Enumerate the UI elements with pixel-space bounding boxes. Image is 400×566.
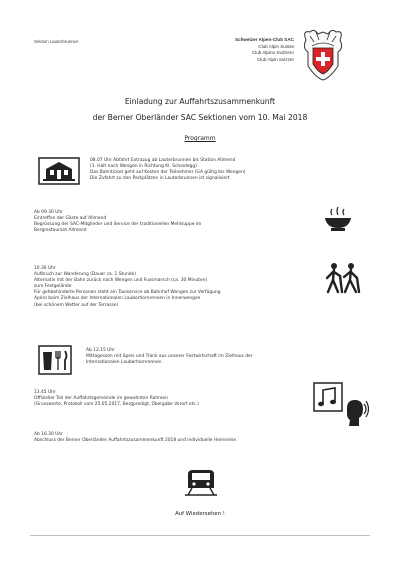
offiziell-line-2: Offizieller Teil der Auffahrtsgemeinde im gewohnten Rahmen [34,396,168,402]
abfahrt-line-1: 08.07 Uhr Abfahrt Extrazug ab Lauterbrunnen bis Station Allmend [90,158,236,163]
soup-bowl-icon [323,206,353,232]
mittag-line-2: Mittagessen mit Speis und Trank aus unserer Festwirtschaft im Zielhaus der [86,354,253,360]
club-name-fr: Club Alpin Suisse [258,43,294,49]
item-eintreffen [34,210,314,234]
closing-greeting: Auf Wiedersehen ! [175,511,225,517]
programm-heading: Programm [184,135,216,142]
club-name-rm: Club Alpin Svizzer [256,56,294,62]
abschluss-line-2: Abschluss der Berner Oberländer Auffahrtszusammenkunft 2018 und individuelle Heimreise [34,438,237,444]
wanderung-line-6: Apéro beim Zielhaus der Internationalen Lauberhornrennen in Innerwengen [34,296,201,302]
wanderung-line-7: (bei schönem Wetter auf der Terrasse) [34,302,119,308]
club-names [170,37,294,63]
eintreffen-line-4: Bergrestaurant Allmend [34,228,87,234]
section-name: Sektion Lauterbrunnen [34,39,79,44]
item-wanderung [34,266,324,309]
offiziell-line-3: (Grussworte, Protokoll vom 25.05.2017, Bergpredigt, Übergabe Vorort etc.) [34,402,199,408]
item-abfahrt [90,158,360,182]
mittag-time: Ab 12.15 Uhr [86,348,115,353]
train-station-icon [38,157,80,185]
wanderung-time: 10.30 Uhr [34,266,56,271]
music-speech-icon [313,382,369,428]
eintreffen-line-3: Begrüssung der SAC-Mitglieder und Service der traditionellen Mehlsuppe im [34,222,202,228]
wanderung-line-4: zum Festgelände [34,284,72,290]
club-name-de: Schweizer Alpen-Club SAC [234,37,294,42]
item-abschluss [34,432,364,444]
item-offiziell [34,390,304,408]
bottom-divider [30,535,370,536]
eintreffen-time: Ab 09.30 Uhr [34,210,63,215]
abschluss-time: Ab 16.30 Uhr [34,432,63,437]
wanderung-line-3: Alternativ mit der Bahn zurück nach Wengen und Fussmarsch (ca. 30 Minuten) [34,278,208,284]
abfahrt-line-3: Das Bahnticket geht auf Kosten der Teilnehmer (GA gültig bis Wengen) [90,170,246,176]
club-name-it: Club Alpino Svizzero [251,50,294,56]
title-line-1: Einladung zur Auffahrtszusammenkunft [124,97,276,106]
drink-cutlery-icon [38,345,72,375]
wanderung-line-5: Für gehbehinderte Personen steht ein Taxiservice ab Bahnhof Wengen zur Verfügung [34,290,221,296]
eintreffen-line-2: Eintreffen der Gäste auf Allmend [34,216,107,222]
item-mittag [86,348,346,366]
mittag-line-3: Internationalen Lauberhornrennen [86,360,162,366]
train-icon [184,468,218,498]
hikers-icon [325,262,361,296]
title-line-2: der Berner Oberländer SAC Sektionen vom 10. Mai 2018 [92,113,308,122]
wanderung-line-2: Aufbruch zur Wanderung (Dauer ca. 1 Stunde) [34,272,136,278]
offiziell-time: 13.45 Uhr [34,390,56,395]
abfahrt-line-4: Die Zufahrt zu den Parkplätzen in Lauterbrunnen ist signalisiert [90,176,230,182]
sac-crest-icon [300,26,346,82]
abfahrt-line-2: (1. Halt nach Wengen in Richtung Kl. Scheidegg) [90,164,197,170]
